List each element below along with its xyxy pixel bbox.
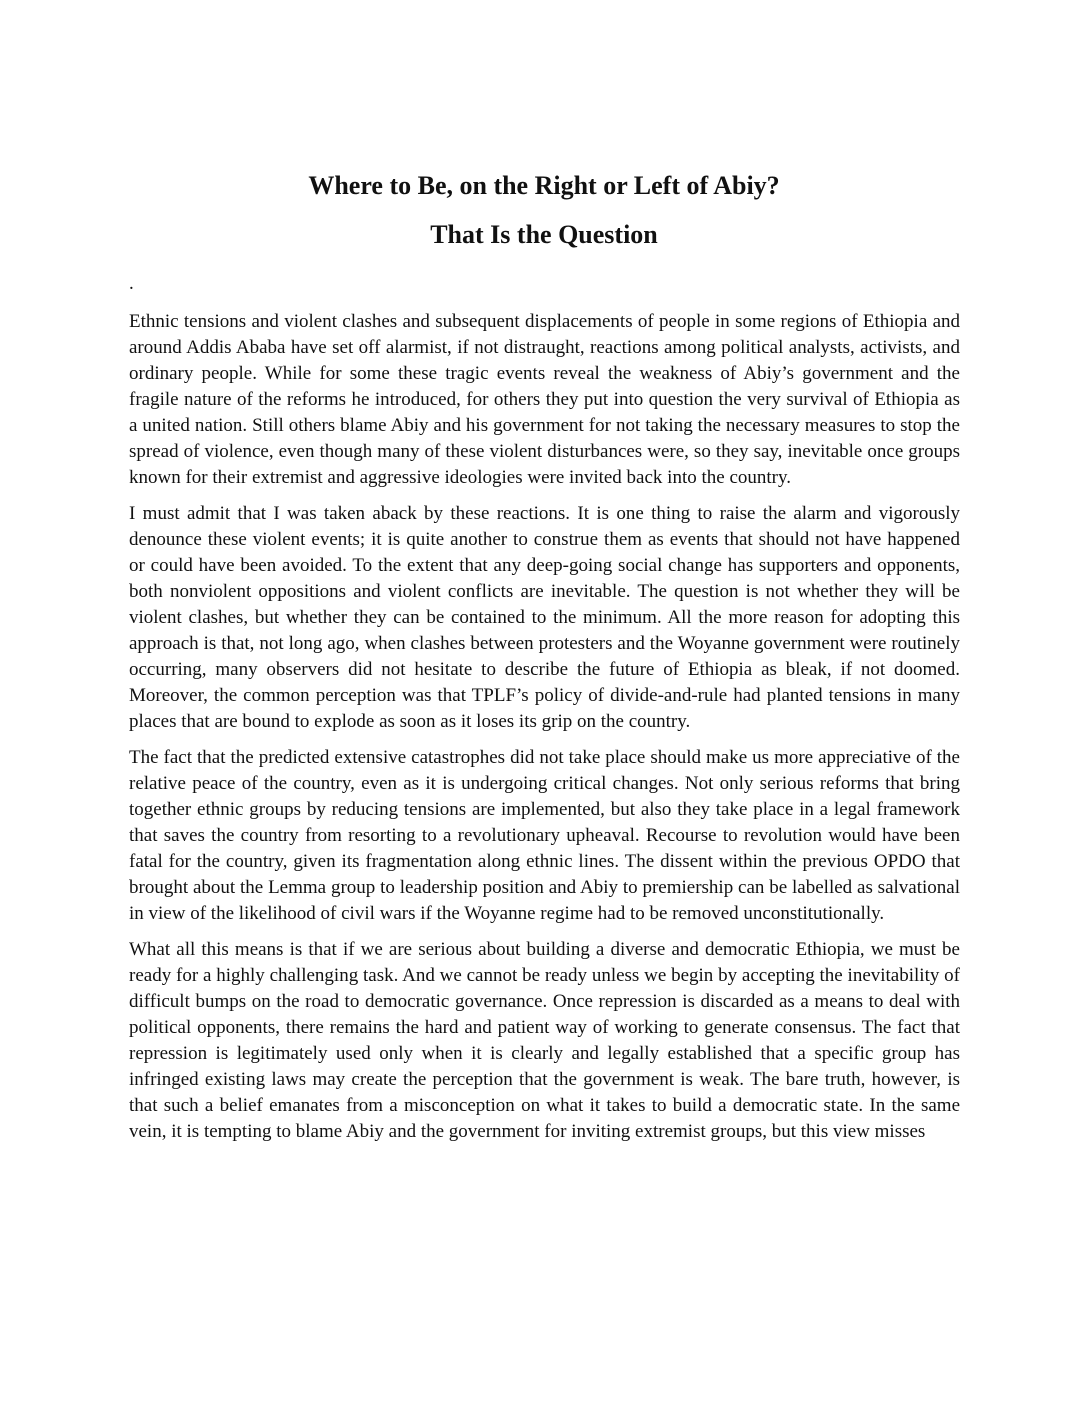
paragraph-4: What all this means is that if we are serious about building a diverse and democratic Ethiopia, we must be ready for a highly challenging task. And we cannot be ready unless we begin by accepting the inevitability of difficult bumps on the road to democratic governance. Once repression is discarded as a means to deal with political opponents, there remains the hard and patient way of working to generate consensus. The fact that repression is legitimately used only when it is clearly and legally established that a specific group has infringed existing laws may create the perception that the government is weak. The bare truth, however, is that such a belief emanates from a misconception on what it takes to build a democratic state. In the same vein, it is tempting to blame Abiy and the government for inviting extremist groups, but this view misses: [129, 939, 960, 1142]
document-body: [129, 309, 960, 1155]
stray-marker: .: [129, 273, 134, 294]
document-subtitle: That Is the Question: [430, 220, 658, 249]
paragraph-1: Ethnic tensions and violent clashes and subsequent displacements of people in some regions of Ethiopia and around Addis Ababa have set off alarmist, if not distraught, reactions among political analysts, activists, and ordinary people. While for some these tragic events reveal the weakness of Abiy’s government and the fragile nature of the reforms he introduced, for others they put into question the very survival of Ethiopia as a united nation. Still others blame Abiy and his government for not taking the necessary measures to stop the spread of violence, even though many of these violent disturbances were, so they say, inevitable once groups known for their extremist and aggressive ideologies were invited back into the country.: [129, 311, 960, 488]
document-title: Where to Be, on the Right or Left of Abiy?: [308, 171, 780, 200]
paragraph-3: The fact that the predicted extensive catastrophes did not take place should make us more appreciative of the relative peace of the country, even as it is undergoing critical changes. Not only serious reforms that bring together ethnic groups by reducing tensions are implemented, but also they take place in a legal framework that saves the country from resorting to a revolutionary upheaval. Recourse to revolution would have been fatal for the country, given its fragmentation along ethnic lines. The dissent within the previous OPDO that brought about the Lemma group to leadership position and Abiy to premiership can be labelled as salvational in view of the likelihood of civil wars if the Woyanne regime had to be removed unconstitutionally.: [129, 747, 960, 924]
paragraph-2: I must admit that I was taken aback by these reactions. It is one thing to raise the alarm and vigorously denounce these violent events; it is quite another to construe them as events that should not have happened or could have been avoided. To the extent that any deep-going social change has supporters and opponents, both nonviolent oppositions and violent conflicts are inevitable. The question is not whether they will be violent clashes, but whether they can be contained to the minimum. All the more reason for adopting this approach is that, not long ago, when clashes between protesters and the Woyanne government were routinely occurring, many observers did not hesitate to describe the future of Ethiopia as bleak, if not doomed. Moreover, the common perception was that TPLF’s policy of divide-and-rule had planted tensions in many places that are bound to explode as soon as it loses its grip on the country.: [129, 503, 960, 732]
